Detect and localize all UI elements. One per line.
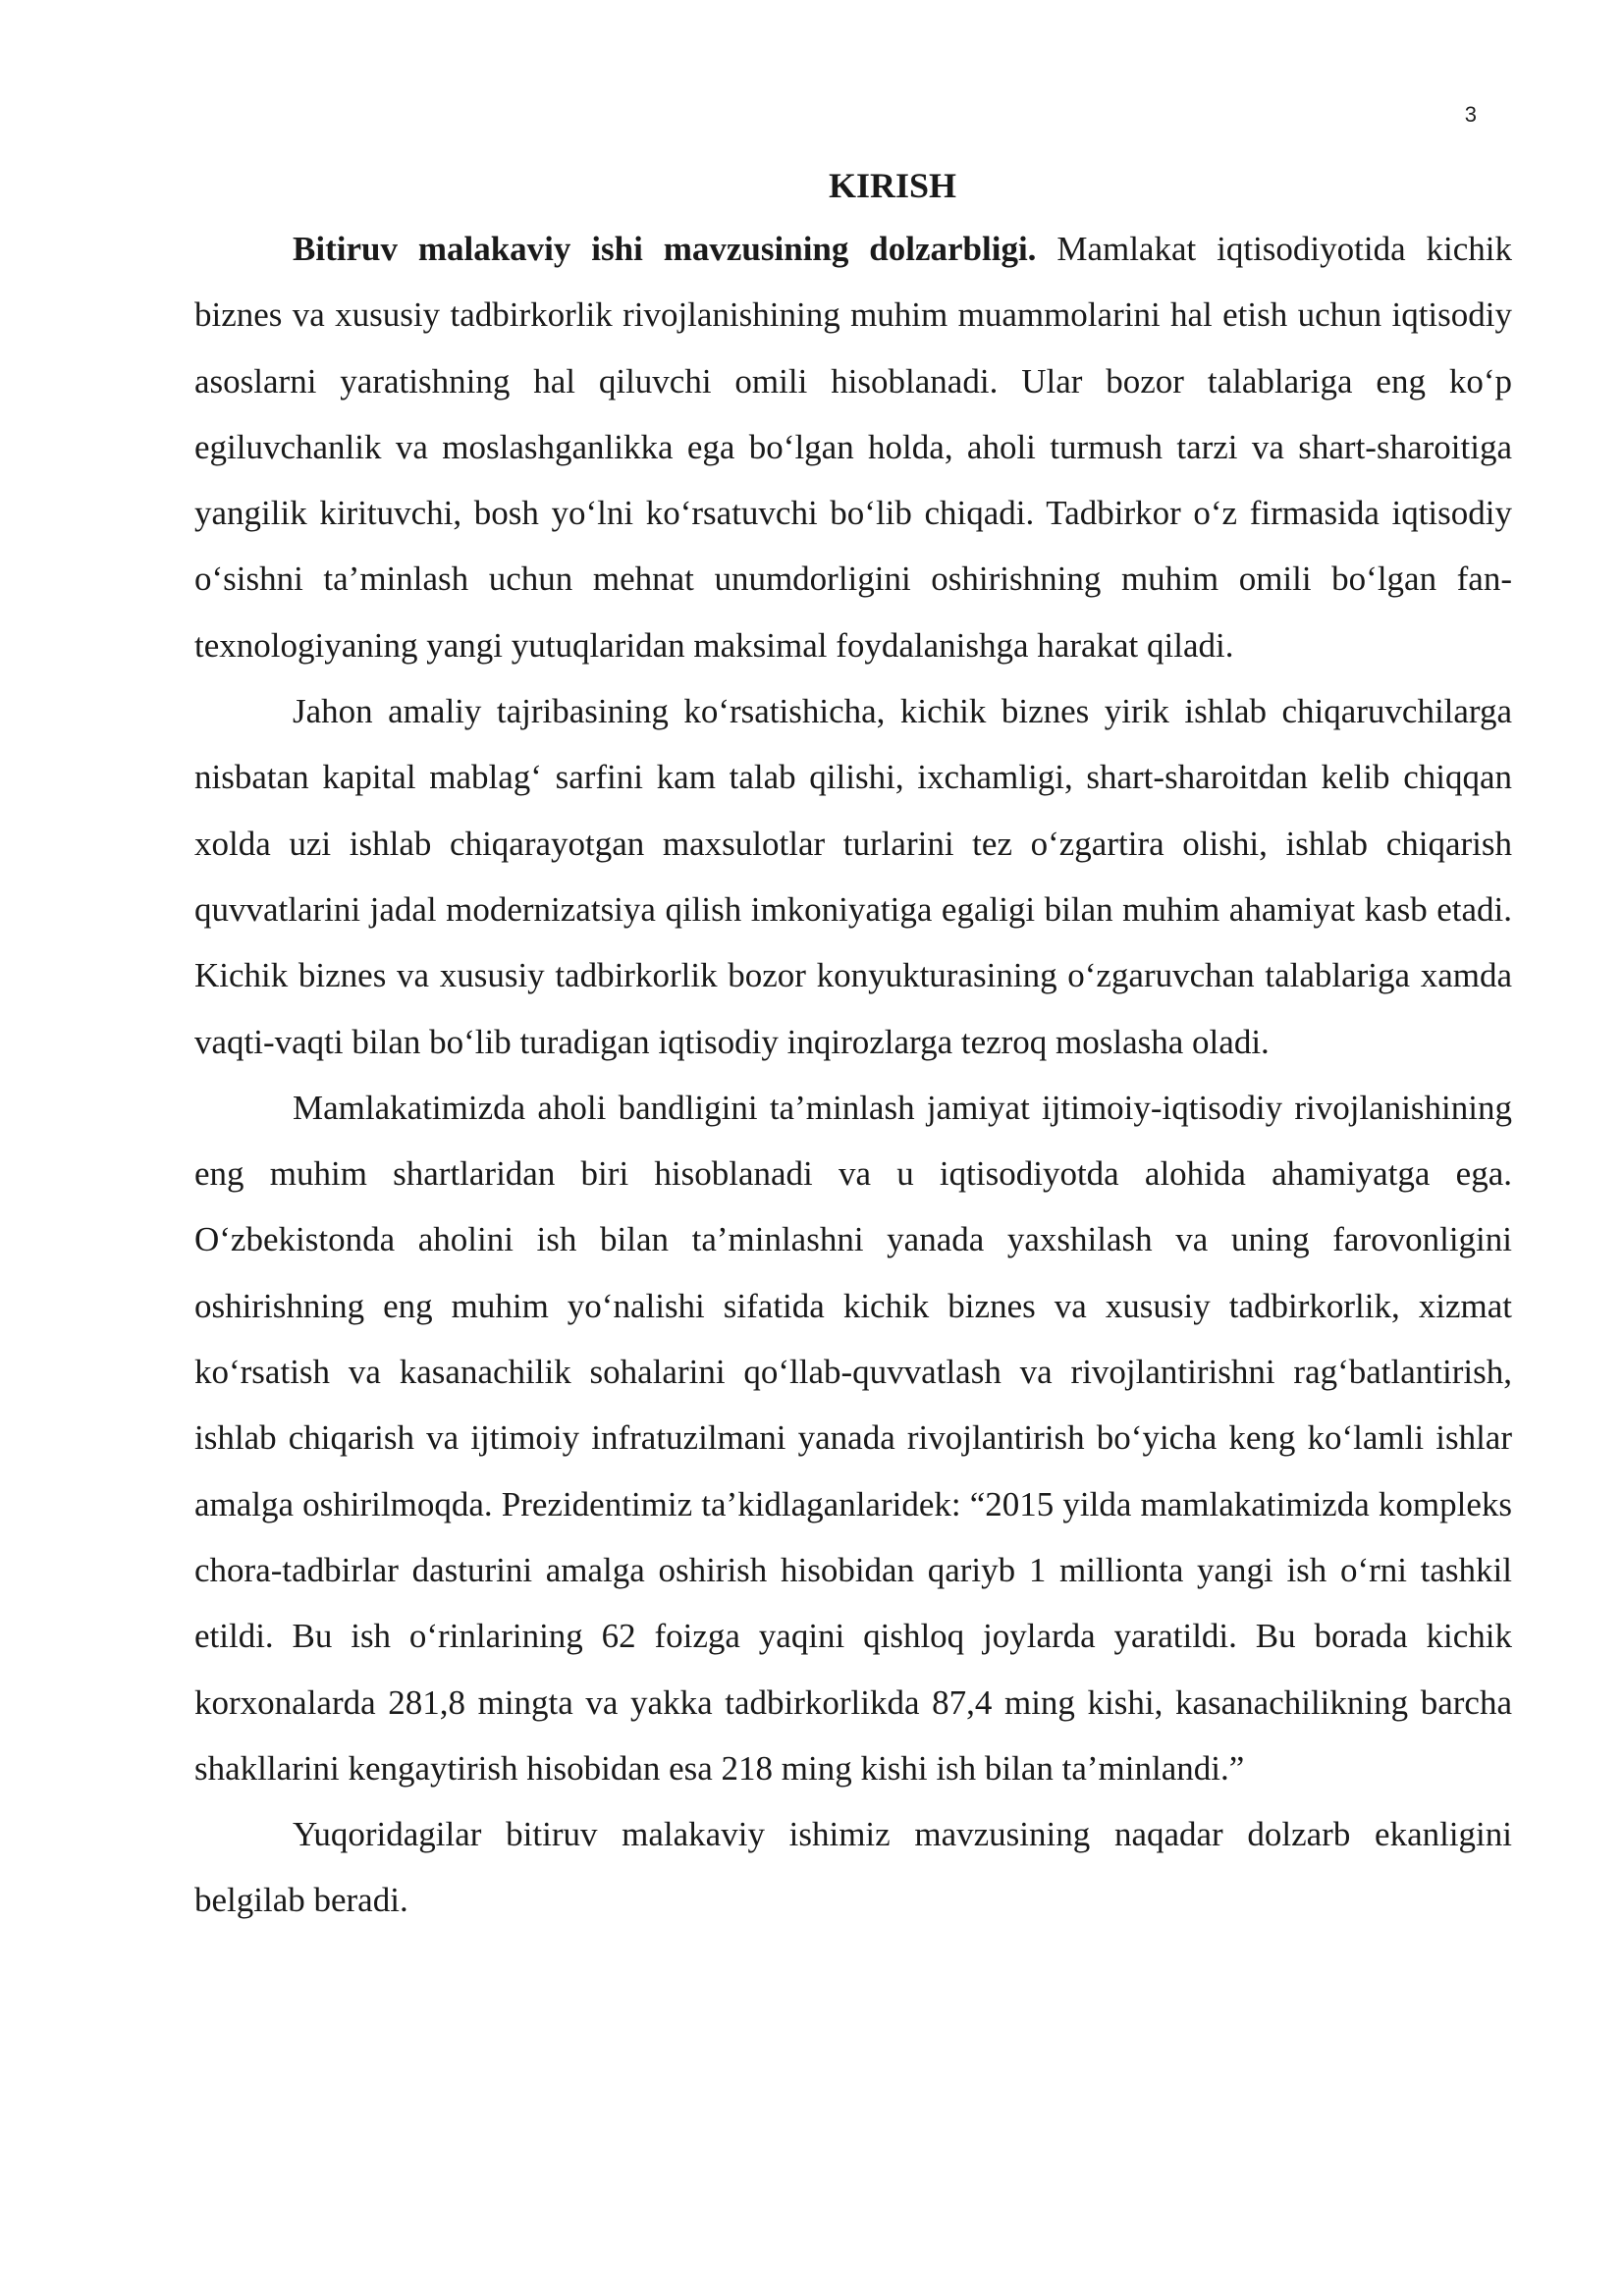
paragraph-employment: Mamlakatimizda aholi bandligini ta’minlash jamiyat ijtimoiy-iqtisodiy rivojlanishining eng muhim shartlaridan biri hisoblanadi va u iqtisodiyotda alohida ahamiyatga ega. O‘zbekistonda aholini ish bilan ta’minlashni yanada yaxshilash va uning farovonligini oshirishning eng muhim yo‘nalishi sifatida kichik biznes va xususiy tadbirkorlik, xizmat ko‘rsatish va kasanachilik sohalarini qo‘llab-quvvatlash va rivojlantirishni rag‘batlantirish, ishlab chiqarish va ijtimoiy infratuzilmani yanada rivojlantirish bo‘yicha keng ko‘lamli ishlar amalga oshirilmoqda. Prezidentimiz ta’kidlaganlaridek: “2015 yilda mamlakatimizda kompleks chora-tadbirlar dasturini amalga oshirish hisobidan qariyb 1 millionta yangi ish o‘rni tashkil etildi. Bu ish o‘rinlarining 62 foizga yaqini qishloq joylarda yaratildi. Bu borada kichik korxonalarda 281,8 mingta va yakka tadbirkorlikda 87,4 ming kishi, kasanachilikning barcha shakllarini kengaytirish hisobidan esa 218 ming kishi ish bilan ta’minlandi.” [194,1088,1512,1788]
section-title: KIRISH [828,166,957,205]
paragraph-lead: Bitiruv malakaviy ishi mavzusining dolzarbligi. [293,230,1037,268]
paragraph-world-practice: Jahon amaliy tajribasining ko‘rsatishicha, kichik biznes yirik ishlab chiqaruvchilarga nisbatan kapital mablag‘ sarfini kam talab qilishi, ixchamligi, shart-sharoitdan kelib chiqqan xolda uzi ishlab chiqarayotgan maxsulotlar turlarini tez o‘zgartira olishi, ishlab chiqarish quvvatlarini jadal modernizatsiya qilish imkoniyatiga egaligi bilan muhim ahamiyat kasb etadi. Kichik biznes va xususiy tadbirkorlik bozor konyukturasining o‘zgaruvchan talablariga xamda vaqti-vaqti bilan bo‘lib turadigan iqtisodiy inqirozlarga tezroq moslasha oladi. [194,692,1512,1061]
paragraph-relevance [194,216,1512,678]
page-number: 3 [1464,102,1477,127]
document-body [194,159,1512,1934]
paragraph-text: Mamlakat iqtisodiyotida kichik biznes va xususiy tadbirkorlik rivojlanishining muhim muammolarini hal etish uchun iqtisodiy asoslarni yaratishning hal qiluvchi omili hisoblanadi. Ular bozor talablariga eng ko‘p egiluvchanlik va moslashganlikka ega bo‘lgan holda, aholi turmush tarzi va shart-sharoitiga yangilik kirituvchi, bosh yo‘lni ko‘rsatuvchi bo‘lib chiqadi. Tadbirkor o‘z firmasida iqtisodiy o‘sishni ta’minlash uchun mehnat unumdorligini oshirishning muhim omili bo‘lgan fan-texnologiyaning yangi yutuqlaridan maksimal foydalanishga harakat qiladi. [194,230,1512,665]
paragraph-conclusion: Yuqoridagilar bitiruv malakaviy ishimiz mavzusining naqadar dolzarb ekanligini belgilab beradi. [194,1815,1512,1920]
